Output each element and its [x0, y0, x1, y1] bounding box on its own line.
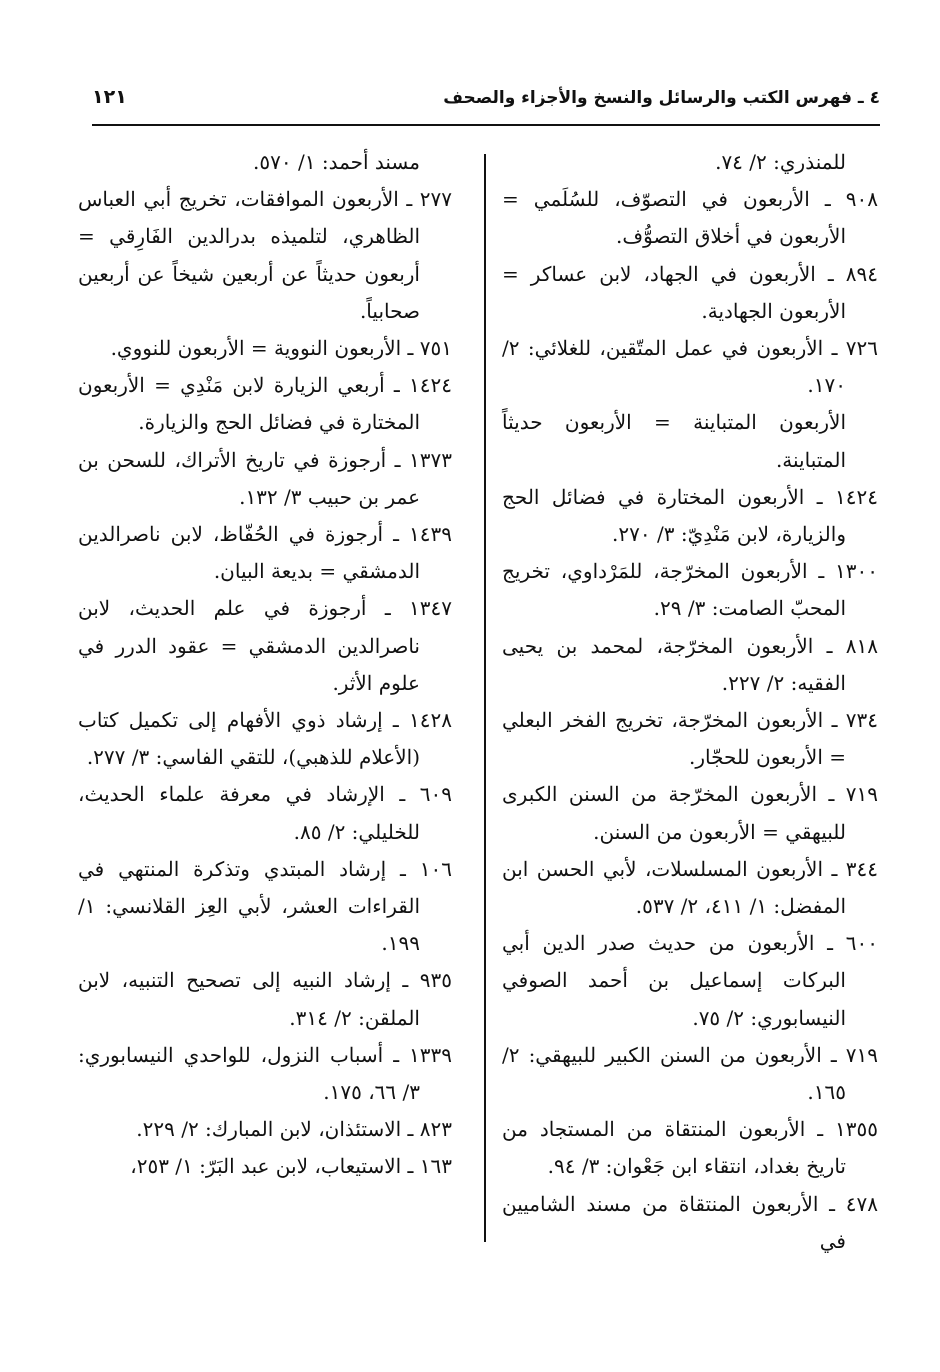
index-entry: الأربعون المتباينة = الأربعون حديثاً المتباينة.	[502, 410, 846, 472]
index-entry: ١٤٢٨ ـ إرشاد ذوي الأفهام إلى تكميل كتاب (الأعلام للذهبي)، للتقي الفاسي: ٣/ ٢٧٧.	[78, 708, 452, 770]
index-entry: ١٣٥٥ ـ الأربعون المنتقاة من المستجاد من تاريخ بغداد، انتقاء ابن جَعْوان: ٣/ ٩٤.	[502, 1117, 878, 1179]
index-entry: للمنذري: ٢/ ٧٤.	[715, 150, 846, 174]
index-entry: ٧٥١ ـ الأربعون النووية = الأربعون للنووي.	[110, 336, 452, 361]
index-entry: ٣٤٤ ـ الأربعون المسلسلات، لأبي الحسن ابن المفضل: ١/ ٤١١، ٢/ ٥٣٧.	[502, 856, 878, 919]
index-entry: ١٦٣ ـ الاستيعاب، لابن عبد البَرّ: ١/ ٢٥٣،	[130, 1154, 452, 1179]
running-header	[92, 82, 880, 116]
index-entry: ١٤٢٤ ـ أربعي الزيارة لابن مَنْدِي = الأربعون المختارة في فضائل الحج والزيارة.	[78, 373, 452, 435]
right-column	[502, 144, 878, 1260]
index-entry: ٦٠٩ ـ الإرشاد في معرفة علماء الحديث، للخليلي: ٢/ ٨٥.	[78, 782, 452, 844]
index-entry: مسند أحمد: ١/ ٥٧٠.	[253, 150, 420, 174]
index-entry: ٧١٩ ـ الأربعون من السنن الكبير للبيهقي: ٢/ ١٦٥.	[502, 1042, 878, 1105]
index-entry: ٨٢٣ ـ الاستئذان، لابن المبارك: ٢/ ٢٢٩.	[136, 1117, 452, 1142]
index-entry: ١٣٤٧ ـ أرجوزة في علم الحديث، لابن ناصرالدين الدمشقي = عقود الدرر في علوم الأثر.	[78, 596, 452, 695]
header-title: ٤ ـ فهرس الكتب والرسائل والنسخ والأجزاء والصحف	[443, 88, 880, 108]
index-entry: ١٠٦ ـ إرشاد المبتدي وتذكرة المنتهي في القراءات العشر، لأبي العِز القلانسي: ١/ ١٩٩.	[78, 856, 452, 956]
index-entry: ١٣٣٩ ـ أسباب النزول، للواحدي النيسابوري: ٣/ ٦٦، ١٧٥.	[78, 1042, 452, 1105]
index-entry: ١٣٧٣ ـ أرجوزة في تاريخ الأتراك، للسحن بن عمر بن حبيب ٣/ ١٣٢.	[78, 447, 452, 509]
left-column	[78, 144, 452, 1186]
index-entry: ٧٢٦ ـ الأربعون في عمل المتّقين، للغلائي: ٢/ ١٧٠.	[502, 336, 878, 398]
index-entry: ٤٧٨ ـ الأربعون المنتقاة من مسند الشاميين في	[502, 1191, 878, 1253]
index-entry: ٧١٩ ـ الأربعون المخرّجة من السنن الكبرى للبيهقي = الأربعون من السنن.	[502, 782, 878, 844]
index-entry: ٩٣٥ ـ إرشاد النبيه إلى تصحيح التنبيه، لابن الملقن: ٢/ ٣١٤.	[78, 968, 452, 1030]
index-entry: ٨١٨ ـ الأربعون المخرّجة، لمحمد بن يحيى الفقيه: ٢/ ٢٢٧.	[502, 633, 878, 695]
index-entry: ١٤٢٤ ـ الأربعون المختارة في فضائل الحج والزيارة، لابن مَنْدِيّ: ٣/ ٢٧٠.	[502, 484, 878, 547]
index-entry: ٨٩٤ ـ الأربعون في الجهاد، لابن عساكر = الأربعون الجهادية.	[502, 261, 878, 323]
index-entry: ٢٧٧ ـ الأربعون الموافقات، تخريج أبي العباس الظاهري، لتلميذه بدرالدين الفَارِقي = أربعون حديثاً عن أربعين شيخاً عن أربعين صحابياً.	[78, 187, 452, 323]
column-divider	[484, 154, 486, 1242]
index-entry: ٦٠٠ ـ الأربعون من حديث صدر الدين أبي البركات إسماعيل بن أحمد الصوفي النيسابوري: ٢/ ٧٥.	[502, 931, 878, 1030]
page-number: ١٢١	[92, 86, 127, 108]
index-entry: ١٤٣٩ ـ أرجوزة في الحُفّاظ، لابن ناصرالدين الدمشقي = بديعة البيان.	[78, 522, 452, 584]
index-entry: ١٣٠٠ ـ الأربعون المخرّجة، للمَرْداوي، تخريج المحبّ الصامت: ٣/ ٢٩.	[502, 559, 878, 621]
header-rule	[92, 124, 880, 126]
index-entry: ٧٣٤ ـ الأربعون المخرّجة، تخريج الفخر البعلي = الأربعون للحجّار.	[502, 708, 878, 770]
index-entry: ٩٠٨ ـ الأربعون في التصوّف، للسُلَمي = الأربعون في أخلاق التصوُّف.	[502, 187, 878, 249]
